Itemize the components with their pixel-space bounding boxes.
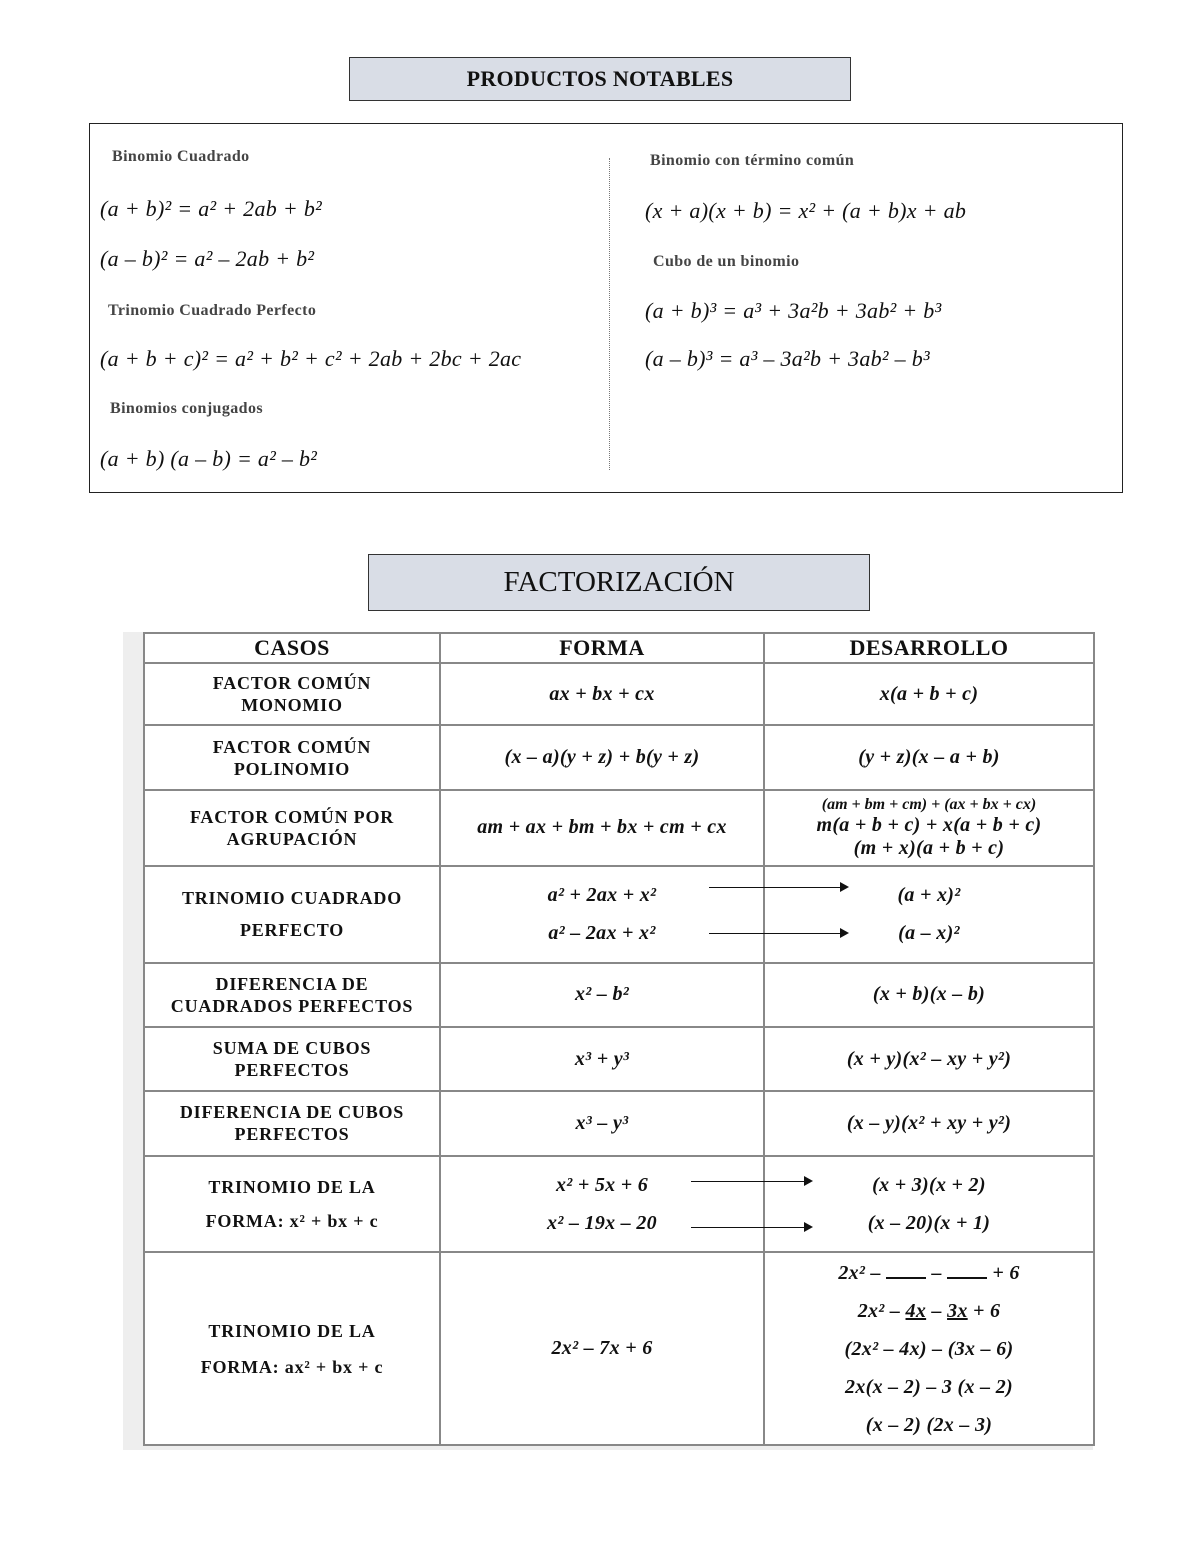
header-desarrollo: DESARROLLO: [764, 633, 1094, 663]
caso-line: FACTOR COMÚN: [212, 673, 372, 694]
arrow-icon: [691, 1227, 811, 1228]
caso-cell: [144, 663, 440, 725]
caso-line: MONOMIO: [241, 695, 343, 716]
table-row: [144, 963, 1094, 1027]
table-header-row: [144, 633, 1094, 663]
table-row: [144, 790, 1094, 866]
forma-line: a² + 2ax + x²: [547, 884, 657, 907]
forma-cell: x³ – y³: [440, 1091, 764, 1155]
forma-cell: (x – a)(y + z) + b(y + z): [440, 725, 764, 789]
desarrollo-cell: (y + z)(x – a + b): [764, 725, 1094, 789]
factorizacion-title: [368, 554, 870, 611]
arrow-icon: [691, 1181, 811, 1182]
caso-line: DIFERENCIA DE: [215, 973, 369, 994]
arrow-icon: [709, 887, 847, 888]
caso-cell: [144, 1091, 440, 1155]
caso-line: FACTOR COMÚN POR: [189, 806, 395, 827]
desarrollo-cell: (x + y)(x² – xy + y²): [764, 1027, 1094, 1091]
desarrollo-cell: (x + b)(x – b): [764, 963, 1094, 1027]
forma-cell: 2x² – 7x + 6: [440, 1252, 764, 1445]
expr-part: –: [931, 1261, 942, 1284]
desarrollo-line: (x – 2) (2x – 3): [865, 1413, 993, 1436]
formula-trinomio-cuadrado: (a + b + c)² = a² + b² + c² + 2ab + 2bc + 2ac: [100, 346, 522, 371]
caso-line: PERFECTOS: [234, 1060, 350, 1081]
caso-line: AGRUPACIÓN: [226, 828, 358, 849]
forma-cell: x² – b²: [440, 963, 764, 1027]
desarrollo-cell: x(a + b + c): [764, 663, 1094, 725]
desarrollo-line: (a – x)²: [898, 922, 960, 945]
caso-cell: [144, 1027, 440, 1091]
factorizacion-table-container: [123, 632, 1093, 1450]
caso-line: FACTOR COMÚN: [212, 736, 372, 757]
caso-cell: [144, 1156, 440, 1252]
desarrollo-line: (x – 20)(x + 1): [867, 1211, 991, 1234]
factorizacion-title-text: FACTORIZACIÓN: [503, 566, 735, 598]
forma-cell: am + ax + bm + bx + cm + cx: [440, 790, 764, 866]
desarrollo-line: (2x² – 4x) – (3x – 6): [844, 1337, 1014, 1360]
expr-part: 4x: [905, 1299, 927, 1322]
factorizacion-table: [143, 632, 1095, 1446]
caso-cell: [144, 790, 440, 866]
caso-line: PERFECTO: [239, 920, 345, 941]
table-row: [144, 725, 1094, 789]
caso-line: TRINOMIO CUADRADO: [181, 888, 403, 909]
header-casos: CASOS: [144, 633, 440, 663]
desarrollo-cell: (x – y)(x² + xy + y²): [764, 1091, 1094, 1155]
caso-cell: [144, 1252, 440, 1445]
productos-notables-panel: [89, 123, 1123, 493]
label-binomios-conjugados: Binomios conjugados: [110, 400, 263, 417]
caso-line: DIFERENCIA DE CUBOS: [179, 1102, 405, 1123]
caso-cell: [144, 725, 440, 789]
formula-termino-comun: (x + a)(x + b) = x² + (a + b)x + ab: [645, 198, 967, 223]
forma-line: x² + 5x + 6: [555, 1173, 649, 1196]
desarrollo-line: [765, 1292, 1093, 1330]
desarrollo-cell: [764, 1252, 1094, 1445]
caso-line: TRINOMIO DE LA: [208, 1176, 376, 1197]
desarrollo-cell: [764, 866, 1094, 962]
desarrollo-line: (am + bm + cm) + (ax + bx + cx): [821, 795, 1037, 813]
caso-cell: [144, 866, 440, 962]
table-row: [144, 663, 1094, 725]
expr-part: 3x: [947, 1299, 968, 1322]
desarrollo-cell: [764, 1156, 1094, 1252]
forma-line: x² – 19x – 20: [547, 1211, 657, 1234]
desarrollo-line: (a + x)²: [897, 884, 961, 907]
expr-part: + 6: [992, 1261, 1020, 1284]
label-binomio-termino-comun: Binomio con término común: [650, 152, 855, 169]
formula-binomio-suma: (a + b)² = a² + 2ab + b²: [100, 196, 323, 221]
caso-cell: [144, 963, 440, 1027]
desarrollo-line: 2x(x – 2) – 3 (x – 2): [845, 1375, 1013, 1398]
table-row: [144, 866, 1094, 962]
caso-line: FORMA: x² + bx + c: [205, 1210, 379, 1231]
blank-space: [947, 1263, 987, 1279]
expr-part: 2x² –: [857, 1299, 901, 1322]
caso-line: PERFECTOS: [234, 1124, 350, 1145]
productos-notables-title: [349, 57, 851, 101]
caso-line: TRINOMIO DE LA: [208, 1320, 376, 1341]
caso-line: FORMA: ax² + bx + c: [200, 1356, 384, 1377]
desarrollo-line: [765, 1254, 1093, 1292]
blank-space: [886, 1263, 926, 1279]
header-forma: FORMA: [440, 633, 764, 663]
label-trinomio-cuadrado-perfecto: Trinomio Cuadrado Perfecto: [108, 302, 317, 319]
desarrollo-line: (m + x)(a + b + c): [853, 836, 1005, 859]
arrow-icon: [709, 933, 847, 934]
label-cubo-binomio: Cubo de un binomio: [653, 253, 800, 270]
table-row: [144, 1252, 1094, 1445]
formula-cubo-resta: (a – b)³ = a³ – 3a²b + 3ab² – b³: [645, 346, 930, 371]
formula-cubo-suma: (a + b)³ = a³ + 3a²b + 3ab² + b³: [645, 298, 942, 323]
label-binomio-cuadrado: Binomio Cuadrado: [112, 148, 250, 165]
forma-cell: ax + bx + cx: [440, 663, 764, 725]
caso-line: CUADRADOS PERFECTOS: [170, 995, 414, 1016]
table-row: [144, 1156, 1094, 1252]
desarrollo-line: m(a + b + c) + x(a + b + c): [816, 813, 1042, 836]
caso-line: SUMA DE CUBOS: [212, 1038, 372, 1059]
forma-cell: [440, 866, 764, 962]
table-row: [144, 1091, 1094, 1155]
expr-part: –: [931, 1299, 942, 1322]
desarrollo-cell: [764, 790, 1094, 866]
table-row: [144, 1027, 1094, 1091]
formula-binomios-conjugados: (a + b) (a – b) = a² – b²: [100, 446, 318, 471]
forma-cell: x³ + y³: [440, 1027, 764, 1091]
forma-line: a² – 2ax + x²: [548, 922, 656, 945]
desarrollo-line: (x + 3)(x + 2): [872, 1173, 986, 1196]
expr-part: 2x² –: [838, 1261, 881, 1284]
productos-notables-title-text: PRODUCTOS NOTABLES: [466, 66, 734, 91]
forma-cell: [440, 1156, 764, 1252]
expr-part: + 6: [972, 1299, 1001, 1322]
formula-binomio-resta: (a – b)² = a² – 2ab + b²: [100, 246, 315, 271]
caso-line: POLINOMIO: [233, 758, 351, 779]
column-divider: [609, 158, 610, 470]
